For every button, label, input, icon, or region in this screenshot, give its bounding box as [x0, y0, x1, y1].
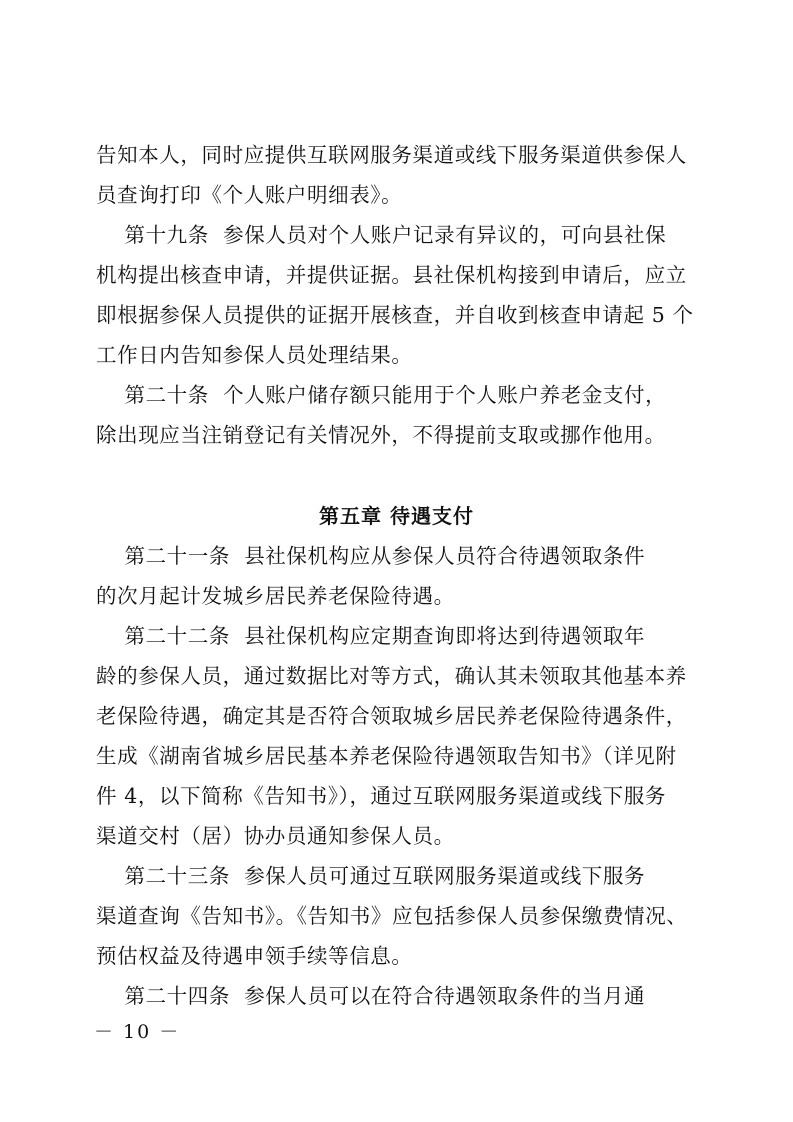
text-line: 的次月起计发城乡居民养老保险待遇。 [96, 584, 455, 608]
page-number: － 10 － [94, 1021, 181, 1043]
text-line: 工作日内告知参保人员处理结果。 [96, 343, 413, 367]
text-line: 机构提出核查申请，并提供证据。县社保机构接到申请后，应立 [96, 263, 687, 287]
text-line: 第十九条 参保人员对个人账户记录有异议的，可向县社保 [96, 223, 667, 247]
text-line: 老保险待遇，确定其是否符合领取城乡居民养老保险待遇条件， [96, 704, 687, 728]
text-line: 生成《湖南省城乡居民基本养老保险待遇领取告知书》（详见附 [96, 744, 677, 768]
paragraph-article-20 [96, 375, 696, 455]
text-line: 件 4，以下简称《告知书》），通过互联网服务渠道或线下服务 [96, 784, 666, 808]
text-line: 渠道查询《告知书》。《告知书》应包括参保人员参保缴费情况、 [96, 904, 688, 928]
text-line: 即根据参保人员提供的证据开展核查，并自收到核查申请起 5 个 [96, 303, 694, 327]
text-line: 告知本人，同时应提供互联网服务渠道或线下服务渠道供参保人 [96, 143, 687, 167]
paragraph-article-19 [96, 215, 696, 375]
text-line: 第二十一条 县社保机构应从参保人员符合待遇领取条件 [96, 544, 646, 568]
chapter-heading: 第五章 待遇支付 [319, 504, 474, 528]
text-line: 第二十四条 参保人员可以在符合待遇领取条件的当月通 [96, 984, 646, 1008]
text-line: 第二十条 个人账户储存额只能用于个人账户养老金支付， [96, 383, 667, 407]
text-line: 第二十三条 参保人员可通过互联网服务渠道或线下服务 [96, 864, 646, 888]
text-line: 预估权益及待遇申领手续等信息。 [96, 944, 413, 968]
text-line: 第二十二条 县社保机构应定期查询即将达到待遇领取年 [96, 624, 646, 648]
text-line: 龄的参保人员，通过数据比对等方式，确认其未领取其他基本养 [96, 664, 687, 688]
paragraph-article-22 [96, 616, 696, 856]
paragraph-article-24 [96, 976, 696, 1016]
text-line: 员查询打印《个人账户明细表》。 [96, 183, 403, 207]
paragraph-article-23 [96, 856, 696, 976]
paragraph-account-statement [96, 135, 696, 215]
paragraph-article-21 [96, 536, 696, 616]
text-line: 除出现应当注销登记有关情况外，不得提前支取或挪作他用。 [96, 423, 666, 447]
text-line: 渠道交村（居）协办员通知参保人员。 [96, 824, 455, 848]
